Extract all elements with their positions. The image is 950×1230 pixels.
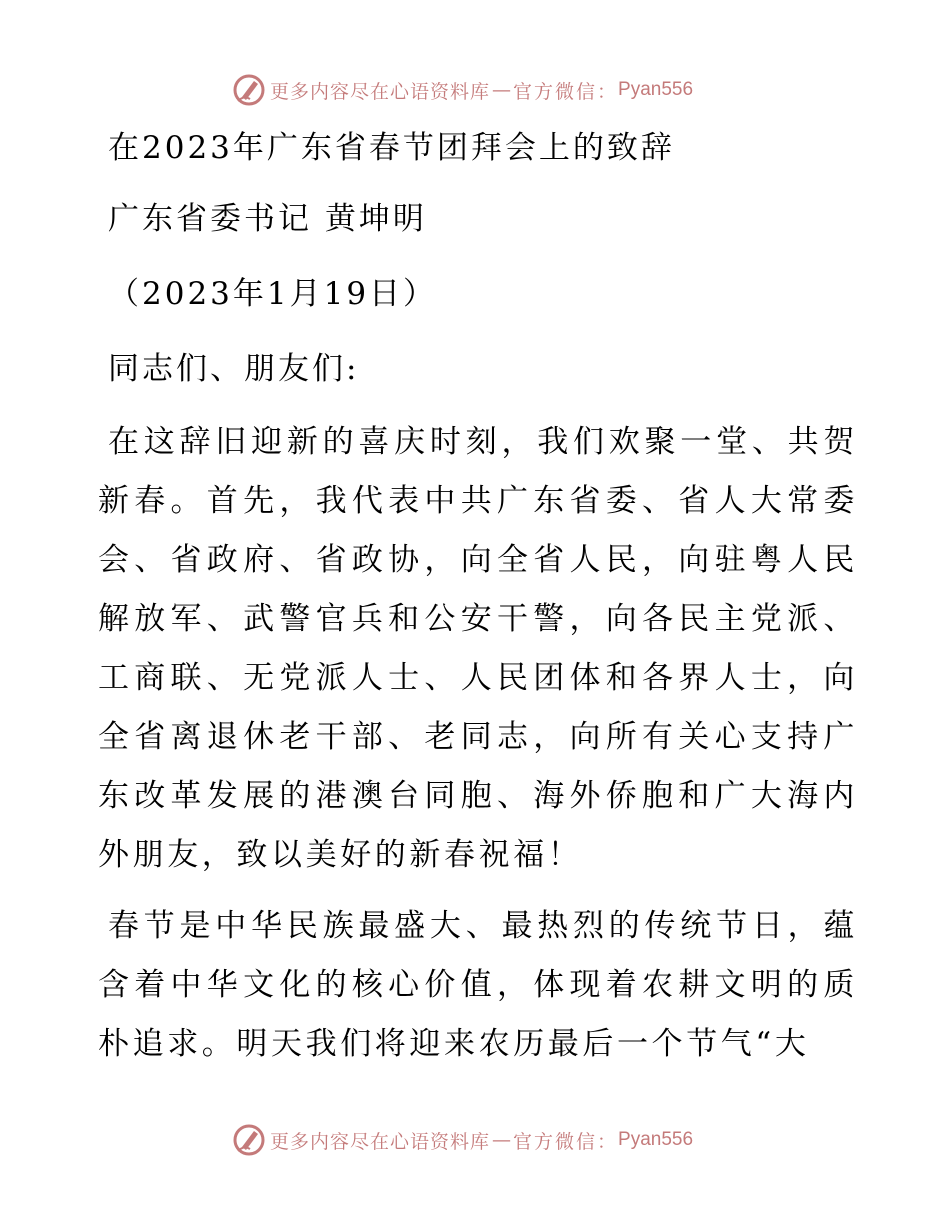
watermark-wechat-id: Pyan556 — [618, 79, 694, 100]
paragraph-1 — [98, 413, 858, 885]
paragraph-2 — [98, 897, 858, 1074]
document-author: 广东省委书记 黄坤明 — [108, 201, 427, 237]
watermark-dash: — — [492, 1129, 512, 1151]
paragraph-2-text: 春节是中华民族最盛大、最热烈的传统节日，蕴含着中华文化的核心价值，体现着农耕文明的质朴追求。明天我们将迎来农历最后一个节气“大 — [98, 908, 858, 1062]
pen-nib-logo-icon — [232, 73, 266, 107]
document-date: （2023年1月19日） — [108, 276, 438, 312]
footer-watermark — [232, 1122, 693, 1158]
header-watermark — [232, 72, 693, 108]
watermark-dash: — — [492, 79, 512, 101]
pen-nib-logo-icon — [232, 1123, 266, 1157]
document-salutation: 同志们、朋友们: — [108, 351, 360, 387]
watermark-wechat-id: Pyan556 — [618, 1129, 694, 1150]
watermark-brand: 更多内容尽在心语资料库 — [270, 80, 491, 103]
watermark-official-label: 官方微信： — [513, 80, 619, 103]
watermark-official-label: 官方微信： — [513, 1130, 619, 1153]
watermark-brand: 更多内容尽在心语资料库 — [270, 1130, 491, 1153]
paragraph-1-text: 在这辞旧迎新的喜庆时刻，我们欢聚一堂、共贺新春。首先，我代表中共广东省委、省人大常委会、省政府、省政协，向全省人民，向驻粤人民解放军、武警官兵和公安干警，向各民主党派、工商联、无党派人士、人民团体和各界人士，向全省离退休老干部、老同志，向所有关心支持广东改革发展的港澳台同胞、海外侨胞和广大海内外朋友，致以美好的新春祝福！ — [98, 424, 858, 873]
document-title: 在2023年广东省春节团拜会上的致辞 — [108, 130, 675, 166]
